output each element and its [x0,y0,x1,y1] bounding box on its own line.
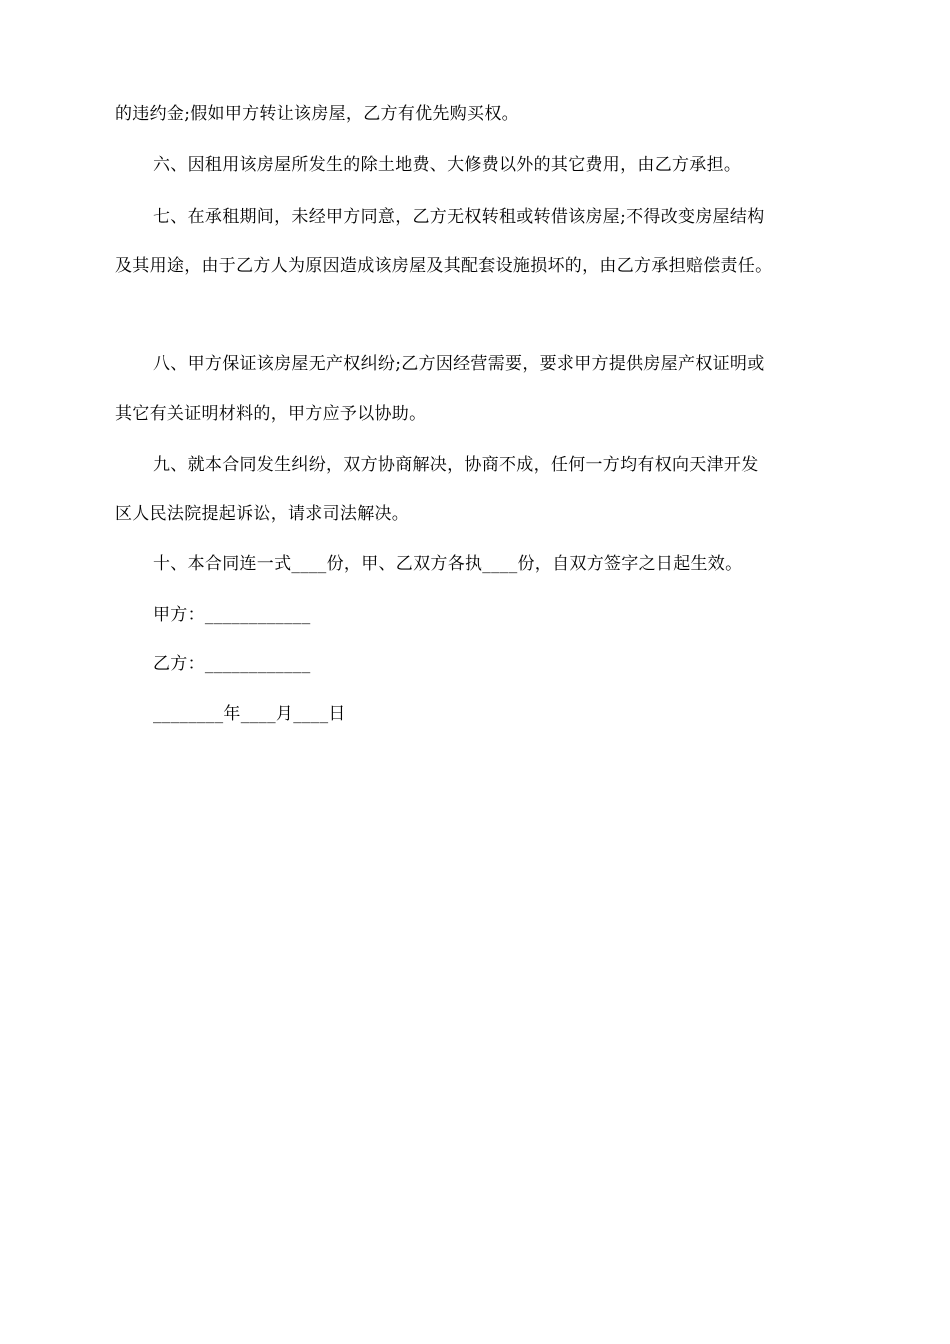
clause-7-line-2: 及其用途，由于乙方人为原因造成该房屋及其配套设施损坏的，由乙方承担赔偿责任。 [115,256,773,276]
clause-10: 十、本合同连一式____份，甲、乙双方各执____份，自双方签字之日起生效。 [153,554,743,574]
clause-9-line-1: 九、就本合同发生纠纷，双方协商解决，协商不成，任何一方均有权向天津开发 [153,455,759,475]
party-b-signature-line: 乙方：____________ [153,654,311,674]
clause-9-line-2: 区人民法院提起诉讼，请求司法解决。 [115,504,410,524]
clause-5-continuation: 的违约金;假如甲方转让该房屋，乙方有优先购买权。 [115,104,519,124]
clause-8-line-1: 八、甲方保证该房屋无产权纠纷;乙方因经营需要，要求甲方提供房屋产权证明或 [153,354,765,374]
clause-8-line-2: 其它有关证明材料的，甲方应予以协助。 [115,404,427,424]
clause-6: 六、因租用该房屋所发生的除土地费、大修费以外的其它费用，由乙方承担。 [153,155,742,175]
clause-7-line-1: 七、在承租期间，未经甲方同意，乙方无权转租或转借该房屋;不得改变房屋结构 [153,207,765,227]
date-line: ________年____月____日 [153,704,346,724]
party-a-signature-line: 甲方：____________ [153,605,311,625]
